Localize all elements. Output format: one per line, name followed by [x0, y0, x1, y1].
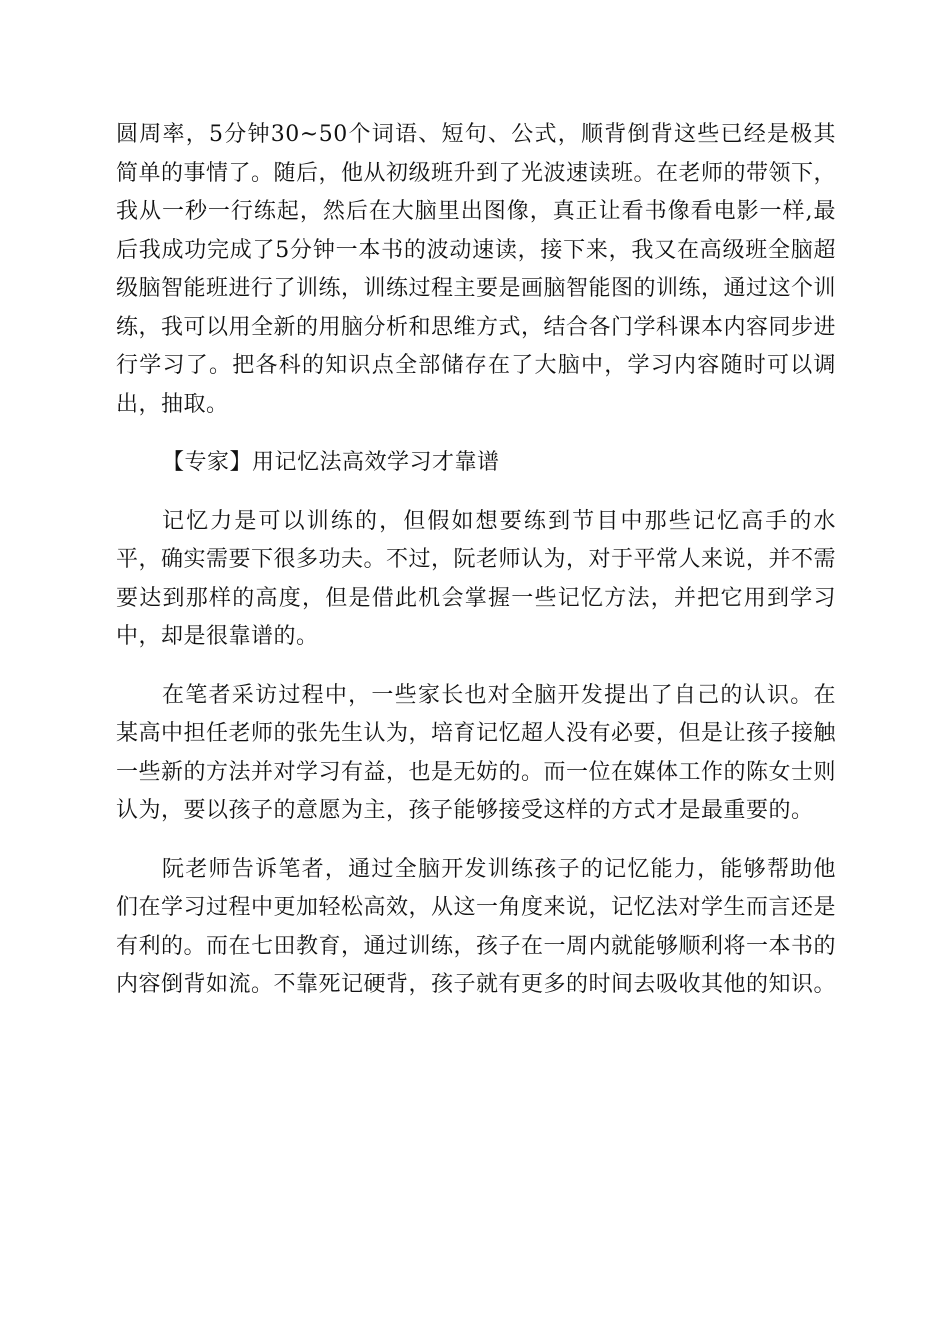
paragraph-parents-opinion: 在笔者采访过程中，一些家长也对全脑开发提出了自己的认识。在某高中担任老师的张先生认为，培育记忆超人没有必要，但是让孩子接触一些新的方法并对学习有益，也是无妨的。而一位在媒体工作的陈女士则认为，要以孩子的意愿为主，孩子能够接受这样的方式才是最重要的。	[116, 682, 837, 823]
paragraph-continued-story: 圆周率，5分钟30~50个词语、短句、公式，顺背倒背这些已经是极其简单的事情了。随后，他从初级班升到了光波速读班。在老师的带领下，我从一秒一行练起，然后在大脑里出图像，真正让看书像看电影一样,最后我成功完成了5分钟一本书的波动速读，接下来，我又在高级班全脑超级脑智能班进行了训练，训练过程主要是画脑智能图的训练，通过这个训练，我可以用全新的用脑分析和思维方式，结合各门学科课本内容同步进行学习了。把各科的知识点全部储存在了大脑中，学习内容随时可以调出，抽取。	[116, 122, 837, 417]
paragraph-teacher-conclusion: 阮老师告诉笔者，通过全脑开发训练孩子的记忆能力，能够帮助他们在学习过程中更加轻松高效，从这一角度来说，记忆法对学生而言还是有利的。而在七田教育，通过训练，孩子在一周内就能够顺利将一本书的内容倒背如流。不靠死记硬背，孩子就有更多的时间去吸收其他的知识。	[116, 856, 837, 997]
paragraph-memory-training: 记忆力是可以训练的，但假如想要练到节目中那些记忆高手的水平，确实需要下很多功夫。不过，阮老师认为，对于平常人来说，并不需要达到那样的高度，但是借此机会掌握一些记忆方法，并把它用到学习中，却是很靠谱的。	[116, 508, 837, 649]
article-body	[116, 116, 836, 1005]
section-heading-expert: 【专家】用记忆法高效学习才靠谱	[162, 450, 500, 475]
